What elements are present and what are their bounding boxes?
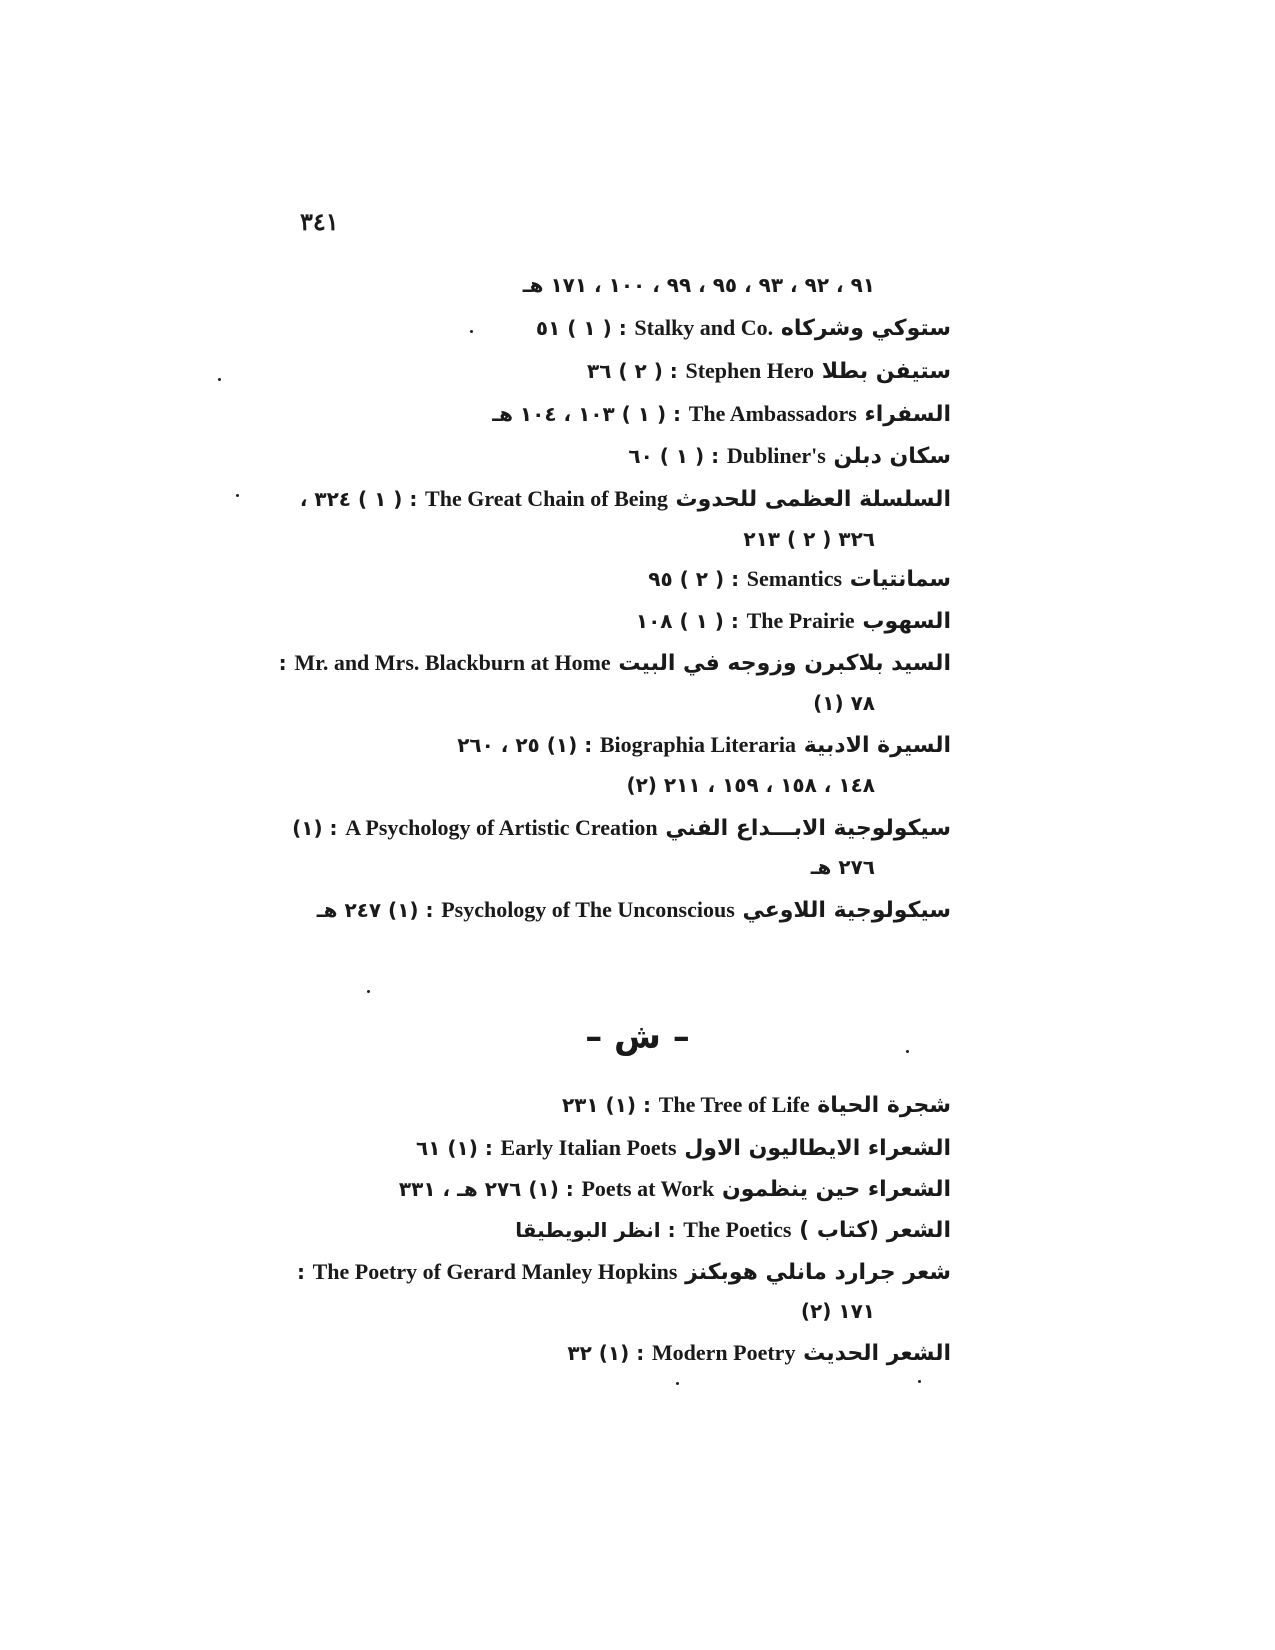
page-number: ٣٤١ xyxy=(300,207,339,236)
entry-arabic-title: السهوب xyxy=(862,609,951,634)
index-entry xyxy=(562,1090,951,1121)
entry-english-title: The Prairie xyxy=(746,608,855,633)
index-entry xyxy=(636,606,951,637)
entry-arabic-title: الشعر الحديث xyxy=(803,1341,951,1366)
scan-speck xyxy=(918,1380,921,1383)
entry-references: : (١) ٦١ xyxy=(416,1136,493,1160)
index-entry-continuation: ٣٢٦ ( ٢ ) ٢١٣ xyxy=(743,527,875,551)
entry-references: : (١) ٢٤٧ هـ xyxy=(316,898,434,922)
entry-english-title: Mr. and Mrs. Blackburn at Home xyxy=(294,650,611,675)
entry-arabic-title: الشعراء الايطاليون الاول xyxy=(684,1136,951,1161)
index-entry xyxy=(457,730,951,761)
entry-references: : (١) xyxy=(292,816,338,840)
entry-arabic-title: شعر جرارد مانلي هوبكنز xyxy=(685,1260,951,1285)
entry-references: : (١) ٢٣١ xyxy=(561,1093,652,1117)
entry-arabic-title: ستيفن بطلا xyxy=(821,359,951,384)
entry-arabic-title: سيكولوجية الابـــداع الفني xyxy=(665,816,951,841)
entry-arabic-title: سكان دبلن xyxy=(833,444,951,469)
scan-speck xyxy=(367,990,370,993)
entry-english-title: The Poetics xyxy=(683,1217,792,1242)
scan-speck xyxy=(906,1050,909,1053)
entry-arabic-title: الشعر (كتاب ) xyxy=(799,1218,951,1243)
index-entry xyxy=(492,399,951,430)
entry-arabic-title: ستوكي وشركاه xyxy=(780,316,951,341)
index-entry xyxy=(567,1338,951,1369)
entry-references: : ( ١ ) ١٠٣ ، ١٠٤ هـ xyxy=(492,402,682,426)
entry-references: : ( ١ ) ٦٠ xyxy=(628,444,720,468)
entry-references: : (١) ٢٧٦ هـ ، ٣٣١ xyxy=(398,1177,574,1201)
index-entry xyxy=(317,895,951,926)
index-entry xyxy=(297,1257,951,1288)
entry-english-title: Psychology of The Unconscious xyxy=(441,897,735,922)
entry-english-title: A Psychology of Artistic Creation xyxy=(345,815,658,840)
entry-references: : ( ١ ) ١٠٨ xyxy=(635,609,739,633)
index-entry xyxy=(628,441,951,472)
entry-english-title: Modern Poetry xyxy=(651,1340,796,1365)
entry-english-title: Biographia Literaria xyxy=(599,732,797,757)
index-entry xyxy=(515,1215,951,1246)
entry-references: : ( ٢ ) ٩٥ xyxy=(648,567,740,591)
entry-references: : ( ٢ ) ٣٦ xyxy=(587,359,678,383)
index-entry xyxy=(648,564,951,595)
entry-arabic-title: السيرة الادبية xyxy=(803,733,951,758)
index-entry xyxy=(279,648,951,679)
entry-references: : انظر البويطيقا xyxy=(515,1218,676,1242)
entry-english-title: Stephen Hero xyxy=(685,358,815,383)
entry-arabic-title: السلسلة العظمى للحدوث xyxy=(675,487,951,512)
section-heading: – ش – xyxy=(585,1017,690,1057)
entry-arabic-title: الشعراء حين ينظمون xyxy=(721,1177,951,1202)
index-entry-continuation: ٢٧٦ هـ xyxy=(810,855,875,879)
entry-english-title: Early Italian Poets xyxy=(500,1135,677,1160)
index-entry xyxy=(536,313,951,344)
entry-english-title: Dubliner's xyxy=(726,443,826,468)
scan-speck xyxy=(236,494,239,497)
entry-references: : xyxy=(278,651,287,675)
entry-english-title: The Ambassadors xyxy=(688,401,857,426)
entry-english-title: Stalky and Co. xyxy=(634,315,774,340)
entry-english-title: The Poetry of Gerard Manley Hopkins xyxy=(312,1259,678,1284)
index-entry xyxy=(399,1174,951,1205)
scan-speck xyxy=(218,378,221,381)
entry-english-title: The Tree of Life xyxy=(658,1092,810,1117)
index-entry xyxy=(416,1133,951,1164)
index-entry-continuation: (٢) ١٧١ xyxy=(800,1299,875,1323)
index-entry-continuation: ٩١ ، ٩٢ ، ٩٣ ، ٩٥ ، ٩٩ ، ١٠٠ ، ١٧١ هـ xyxy=(522,273,875,297)
entry-arabic-title: شجرة الحياة xyxy=(817,1093,951,1118)
entry-arabic-title: السفراء xyxy=(864,402,951,427)
entry-arabic-title: السيد بلاكبرن وزوجه في البيت xyxy=(618,651,951,676)
index-entry xyxy=(292,813,951,844)
entry-references: : xyxy=(296,1260,305,1284)
entry-english-title: The Great Chain of Being xyxy=(425,486,668,511)
scan-speck xyxy=(676,1382,679,1385)
entry-references: : ( ١ ) ٣٢٤ ، xyxy=(299,487,418,511)
entry-references: : (١) ٢٥ ، ٢٦٠ xyxy=(457,733,593,757)
index-entry-continuation: (٢) ١٤٨ ، ١٥٨ ، ١٥٩ ، ٢١١ xyxy=(626,773,875,797)
index-entry-continuation: (١) ٧٨ xyxy=(813,691,875,715)
entry-english-title: Semantics xyxy=(746,566,843,591)
index-entry xyxy=(587,356,951,387)
entry-arabic-title: سيكولوجية اللاوعي xyxy=(742,898,951,923)
index-entry xyxy=(300,484,951,515)
entry-references: : ( ١ ) ٥١ xyxy=(535,316,627,340)
entry-references: : (١) ٣٢ xyxy=(567,1341,645,1365)
scan-speck xyxy=(470,330,473,333)
entry-arabic-title: سمانتيات xyxy=(849,567,951,592)
entry-english-title: Poets at Work xyxy=(581,1176,715,1201)
